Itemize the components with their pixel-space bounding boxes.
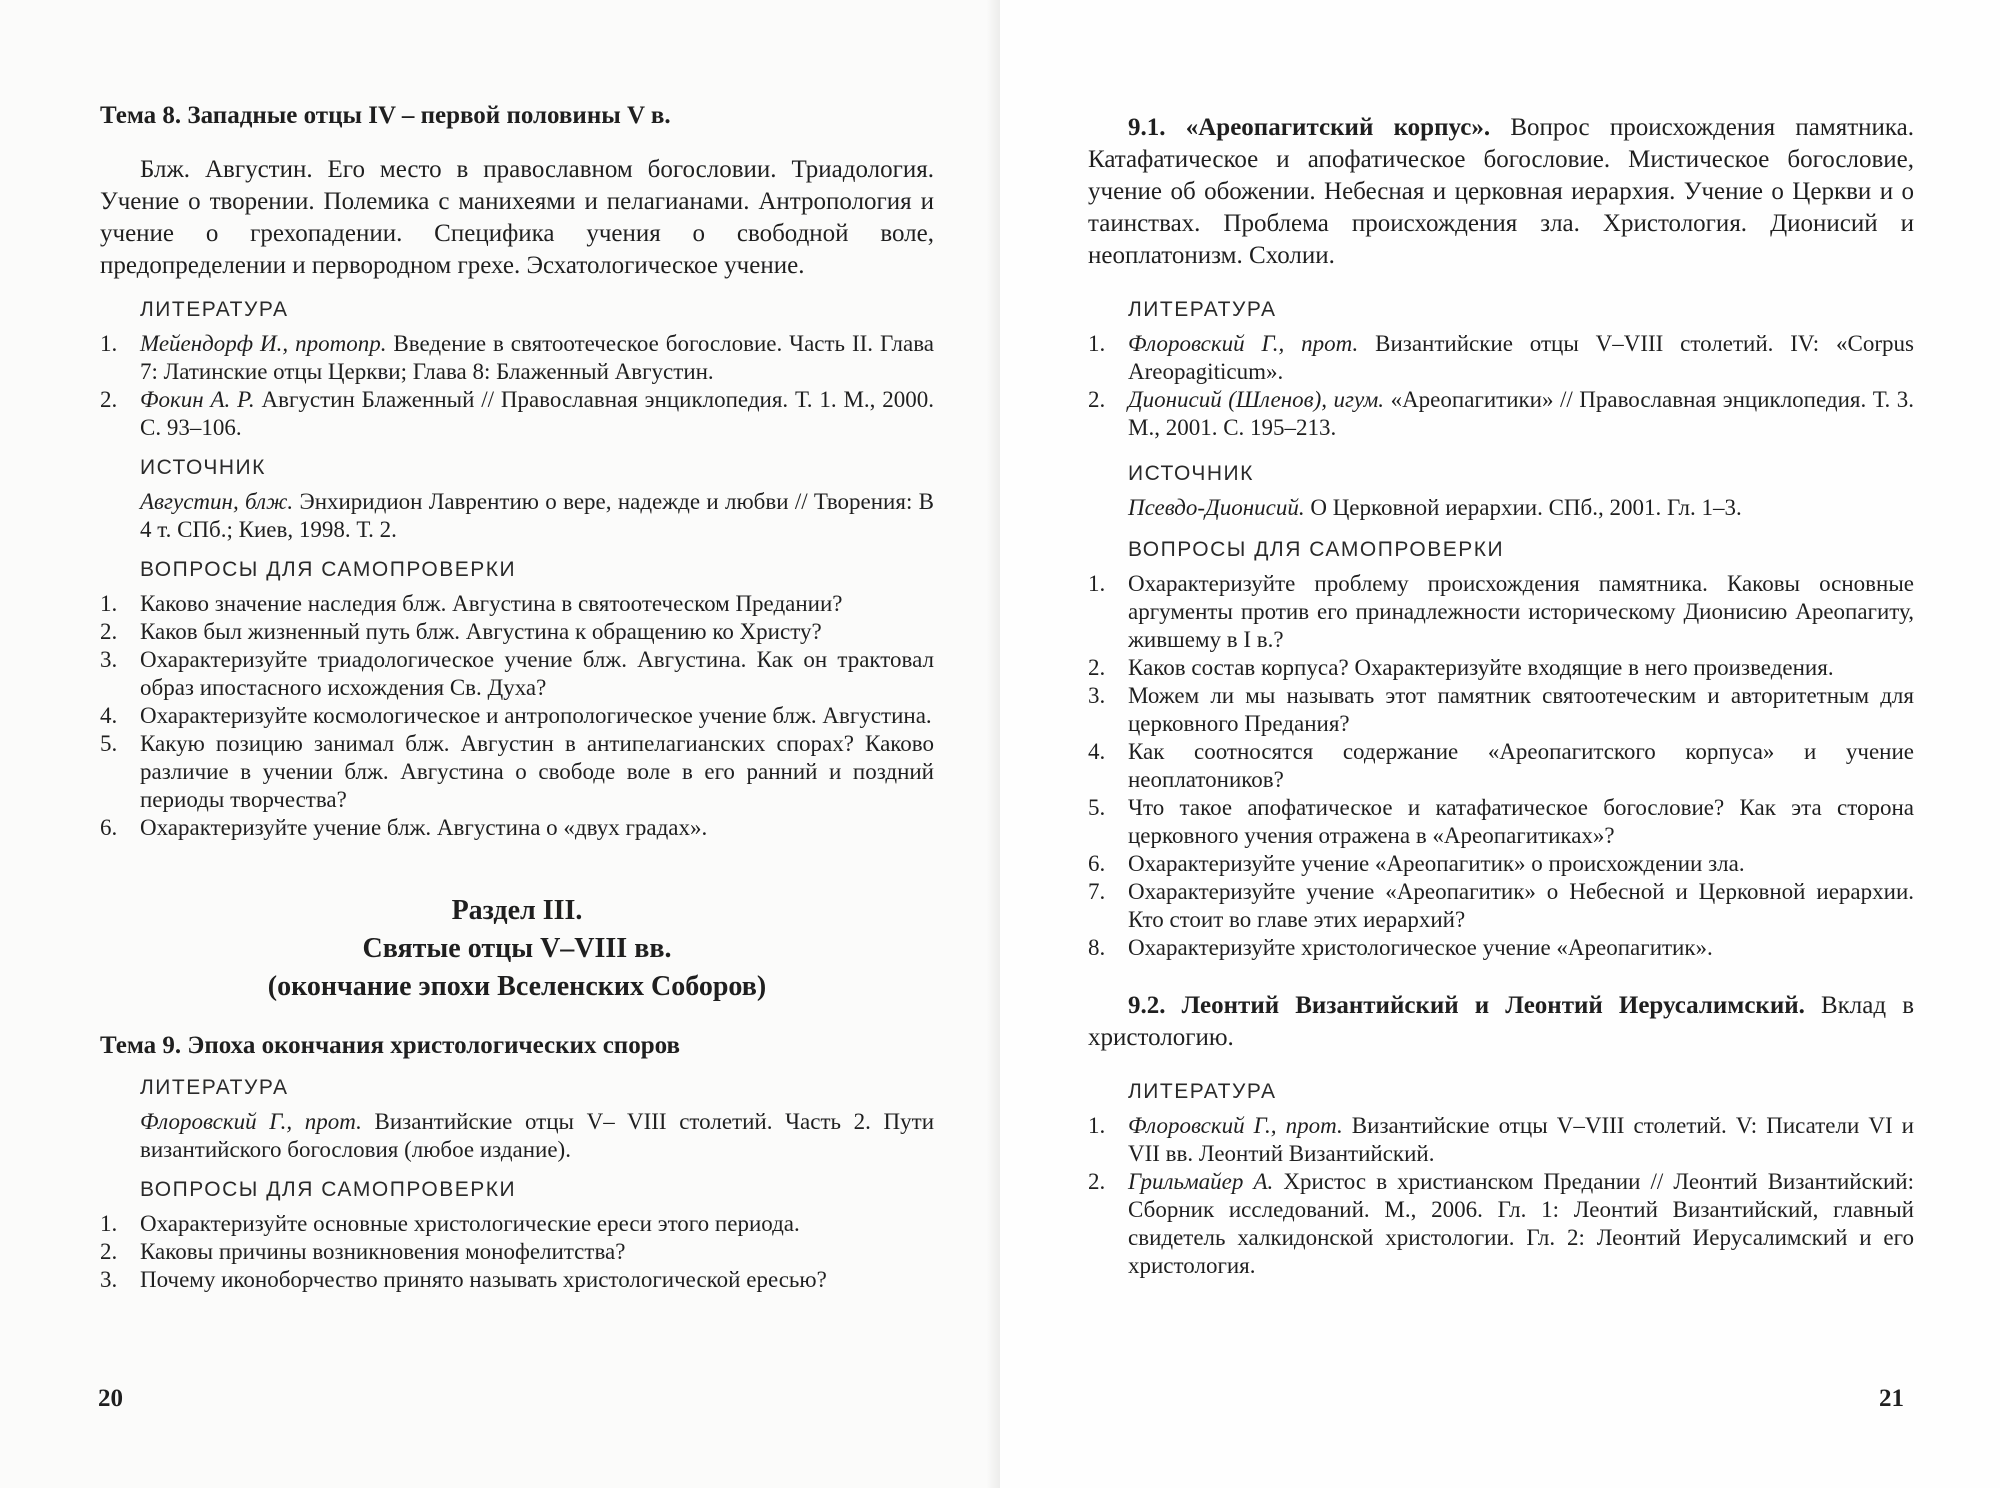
s91-source: Псевдо-Дионисий. О Церковной иерархии. СПб., 2001. Гл. 1–3. [1128,495,1742,520]
list-item: 6. Охарактеризуйте учение «Ареопагитик» о происхождении зла. [1088,851,1745,876]
list-item: 1. Флоровский Г., прот. Византийские отцы V–VIII столетий. V: Писатели VI и VII вв. Леонтий Византийский. [1088,1113,1914,1166]
list-item: 1. Охарактеризуйте проблему происхождения памятника. Каковы основные аргументы против его принадлежности историческому Дионисию Ареопагиту, жившему в I в.? [1088,571,1914,652]
s91-lit-list [1088,330,1914,442]
list-item: 2. Фокин А. Р. Августин Блаженный // Православная энциклопедия. Т. 1. М., 2000. С. 93–106. [100,387,934,440]
lit-author: Флоровский Г., прот. [1128,1113,1343,1138]
s91-questions-label: ВОПРОСЫ ДЛЯ САМОПРОВЕРКИ [1128,538,1505,561]
list-item: 1. Мейендорф И., протопр. Введение в святоотеческое богословие. Часть II. Глава 7: Латинские отцы Церкви; Глава 8: Блаженный Августин. [100,331,934,384]
lit-author: Дионисий (Шленов), игум. [1128,387,1385,412]
list-item: 2. Дионисий (Шленов), игум. «Ареопагитики» // Православная энциклопедия. Т. 3. М., 2001. С. 195–213. [1088,387,1914,440]
theme9-lit-label: ЛИТЕРАТУРА [140,1076,289,1099]
list-item: 3. Почему иконоборчество принято называть христологической ересью? [100,1267,827,1292]
theme8-body: Блж. Августин. Его место в православном богословии. Триадология. Учение о творении. Полемика с манихеями и пелагианами. Антропология и учение о грехопадении. Специфика учения о свободной воле, предопределении и первородном грехе. Эсхатологическое учение. [100,156,934,279]
list-item: 8. Охарактеризуйте христологическое учение «Ареопагитик». [1088,935,1713,960]
list-item: 2. Каков был жизненный путь блж. Августина к обращению ко Христу? [100,619,822,644]
section3-title-line3: (окончание эпохи Вселенских Соборов) [267,971,767,1002]
theme9-questions [100,1210,934,1294]
list-item: 3. Можем ли мы называть этот памятник святоотеческим и авторитетным для церковного Предания? [1088,683,1914,736]
list-item: 1. Флоровский Г., прот. Византийские отцы V–VIII столетий. IV: «Corpus Areopagiticum». [1088,331,1914,384]
page-number-right: 21 [1879,1385,1904,1412]
list-item: 6. Охарактеризуйте учение блж. Августина о «двух градах». [100,815,708,840]
s91-heading: 9.1. «Ареопагитский корпус». [1128,114,1491,141]
list-item: 2. Каковы причины возникновения монофелитства? [100,1239,626,1264]
theme8-questions-label: ВОПРОСЫ ДЛЯ САМОПРОВЕРКИ [140,558,517,581]
list-item: 5. Какую позицию занимал блж. Августин в антипелагианских спорах? Каково различие в учении блж. Августина о свободе воле в его ранний и поздний периоды творчества? [100,731,934,812]
section3-title-line1: Раздел III. [451,895,583,926]
s92-paragraph: 9.2. Леонтий Византийский и Леонтий Иерусалимский. Вклад в христологию. [1088,992,1914,1051]
list-item: 3. Охарактеризуйте триадологическое учение блж. Августина. Как он трактовал образ ипостасного исхождения Св. Духа? [100,647,934,700]
theme8-questions [100,590,934,842]
list-item: 2. Каков состав корпуса? Охарактеризуйте входящие в него произведения. [1088,655,1834,680]
page-number-left: 20 [98,1385,123,1412]
s92-lit-list [1088,1112,1914,1280]
s91-src-label: ИСТОЧНИК [1128,462,1254,485]
list-item: 2. Грильмайер А. Христос в христианском Предании // Леонтий Византийский: Сборник исследований. М., 2006. Гл. 1: Леонтий Византийский, главный свидетель халкидонской христологии. Гл. 2: Леонтий Иерусалимский и его христология. [1088,1169,1915,1278]
s92-lit-label: ЛИТЕРАТУРА [1128,1080,1277,1103]
theme9-lit: Флоровский Г., прот. Византийские отцы V– VIII столетий. Часть 2. Пути византийского богословия (любое издание). [140,1109,934,1162]
theme8-heading: Тема 8. Западные отцы IV – первой половины V в. [100,102,671,129]
theme8-src-label: ИСТОЧНИК [140,456,266,479]
theme9-heading: Тема 9. Эпоха окончания христологических споров [100,1032,680,1059]
theme9-questions-label: ВОПРОСЫ ДЛЯ САМОПРОВЕРКИ [140,1178,517,1201]
section3-title-line2: Святые отцы V–VIII вв. [362,933,672,964]
s91-paragraph: 9.1. «Ареопагитский корпус». Вопрос происхождения памятника. Катафатическое и апофатическое богословие. Мистическое богословие, учение об обожении. Небесная и церковная иерархия. Учение о Церкви и о таинствах. Проблема происхождения зла. Христология. Дионисий и неоплатонизм. Схолии. [1088,114,1914,269]
list-item: 1. Охарактеризуйте основные христологические ереси этого периода. [100,1211,800,1236]
right-column [1088,112,1914,1280]
list-item: 4. Как соотносятся содержание «Ареопагитского корпуса» и учение неоплатоников? [1088,739,1914,792]
list-item: 1. Каково значение наследия блж. Августина в святоотеческом Предании? [100,591,843,616]
lit-author: Мейендорф И., протопр. [140,331,387,356]
theme8-lit-list [100,330,934,442]
list-item: 5. Что такое апофатическое и катафатическое богословие? Как эта сторона церковного учения отражена в «Ареопагитиках»? [1088,795,1914,848]
list-item: 4. Охарактеризуйте космологическое и антропологическое учение блж. Августина. [100,703,932,728]
list-item: 7. Охарактеризуйте учение «Ареопагитик» о Небесной и Церковной иерархии. Кто стоит во главе этих иерархий? [1088,879,1914,932]
s92-heading: 9.2. Леонтий Византийский и Леонтий Иерусалимский. [1128,992,1805,1019]
lit-author: Флоровский Г., прот. [1128,331,1359,356]
s91-lit-label: ЛИТЕРАТУРА [1128,298,1277,321]
right-page [1000,0,2000,1488]
lit-author: Фокин А. Р. [140,387,255,412]
theme8-lit-label: ЛИТЕРАТУРА [140,298,289,321]
theme8-source: Августин, блж. Энхиридион Лаврентию о вере, надежде и любви // Творения: В 4 т. СПб.; Киев, 1998. Т. 2. [140,489,934,542]
left-column [100,100,934,1294]
lit-author: Грильмайер А. [1128,1169,1274,1194]
s91-questions [1088,570,1914,962]
